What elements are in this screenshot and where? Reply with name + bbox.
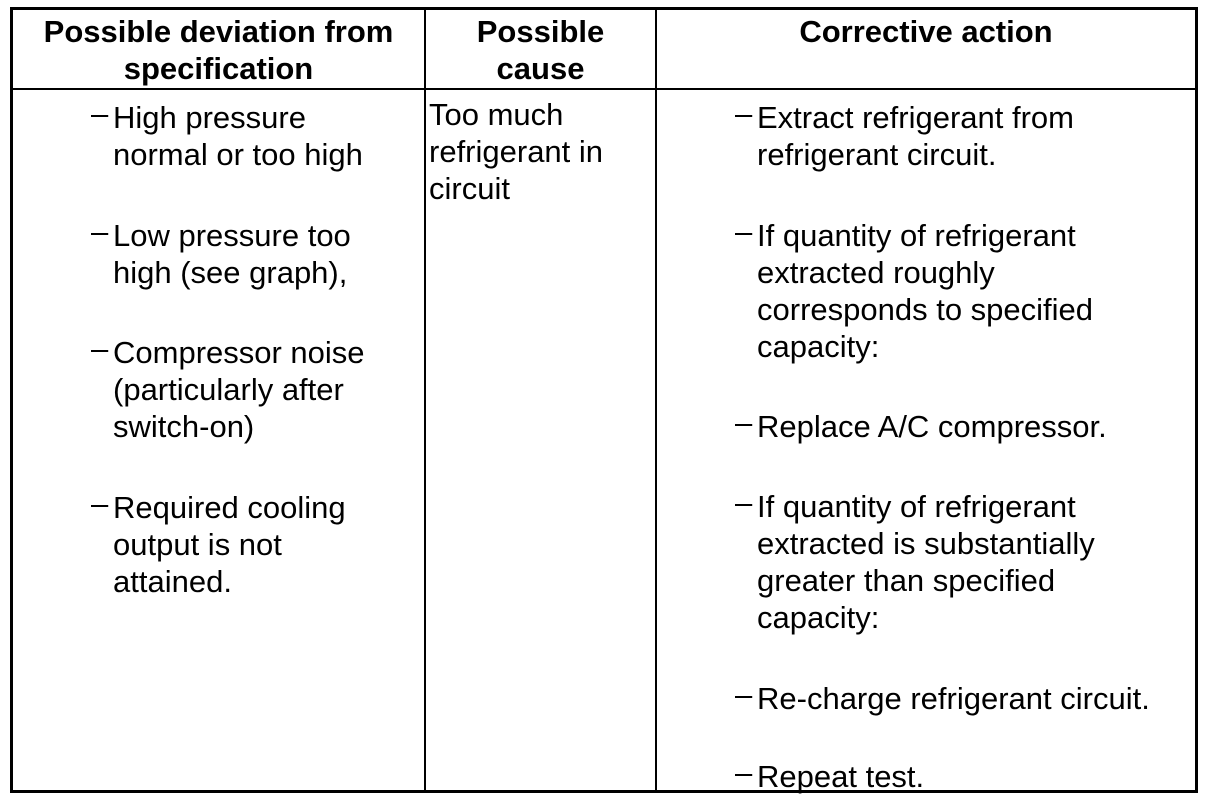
header-cause: [426, 10, 655, 90]
action-item-5: [735, 677, 1150, 717]
dash-bullet: –: [735, 405, 753, 440]
deviation-item-3: [91, 331, 365, 445]
deviation-text-1: High pressure normal or too high: [113, 100, 363, 172]
deviation-text-4: Required cooling output is not attained.: [113, 490, 346, 599]
header-action: [657, 10, 1195, 90]
action-text-4: If quantity of refrigerant extracted is substantially greater than specified capacity:: [757, 489, 1095, 635]
dash-bullet: –: [735, 677, 753, 712]
action-item-4: [735, 485, 1095, 636]
deviation-item-2: [91, 214, 351, 291]
deviation-item-4: [91, 486, 346, 600]
troubleshooting-table: [10, 7, 1198, 793]
deviation-text-3: Compressor noise (particularly after switch-on): [113, 335, 365, 444]
action-item-6: [735, 755, 925, 795]
deviation-text-2: Low pressure too high (see graph),: [113, 218, 351, 290]
dash-bullet: –: [91, 214, 109, 249]
dash-bullet: –: [735, 96, 753, 131]
header-deviation-label: Possible deviation from specification: [43, 14, 394, 86]
action-text-5: Re-charge refrigerant circuit.: [757, 681, 1150, 716]
header-action-label: Corrective action: [799, 14, 1053, 49]
header-deviation: [13, 10, 424, 90]
column-divider-1: [424, 10, 426, 790]
dash-bullet: –: [91, 96, 109, 131]
possible-cause-text: Too much refrigerant in circuit: [429, 97, 604, 206]
column-divider-2: [655, 10, 657, 790]
action-item-3: [735, 405, 1107, 445]
action-text-2: If quantity of refrigerant extracted roughly corresponds to specified capacity:: [757, 218, 1094, 364]
action-text-6: Repeat test.: [757, 759, 925, 794]
action-item-2: [735, 214, 1094, 365]
dash-bullet: –: [91, 331, 109, 366]
dash-bullet: –: [91, 486, 109, 521]
header-cause-label: Possible cause: [476, 14, 605, 86]
action-item-1: [735, 96, 1074, 173]
action-text-1: Extract refrigerant from refrigerant circuit.: [757, 100, 1074, 172]
dash-bullet: –: [735, 214, 753, 249]
dash-bullet: –: [735, 755, 753, 790]
deviation-item-1: [91, 96, 363, 173]
dash-bullet: –: [735, 485, 753, 520]
action-text-3: Replace A/C compressor.: [757, 409, 1107, 444]
